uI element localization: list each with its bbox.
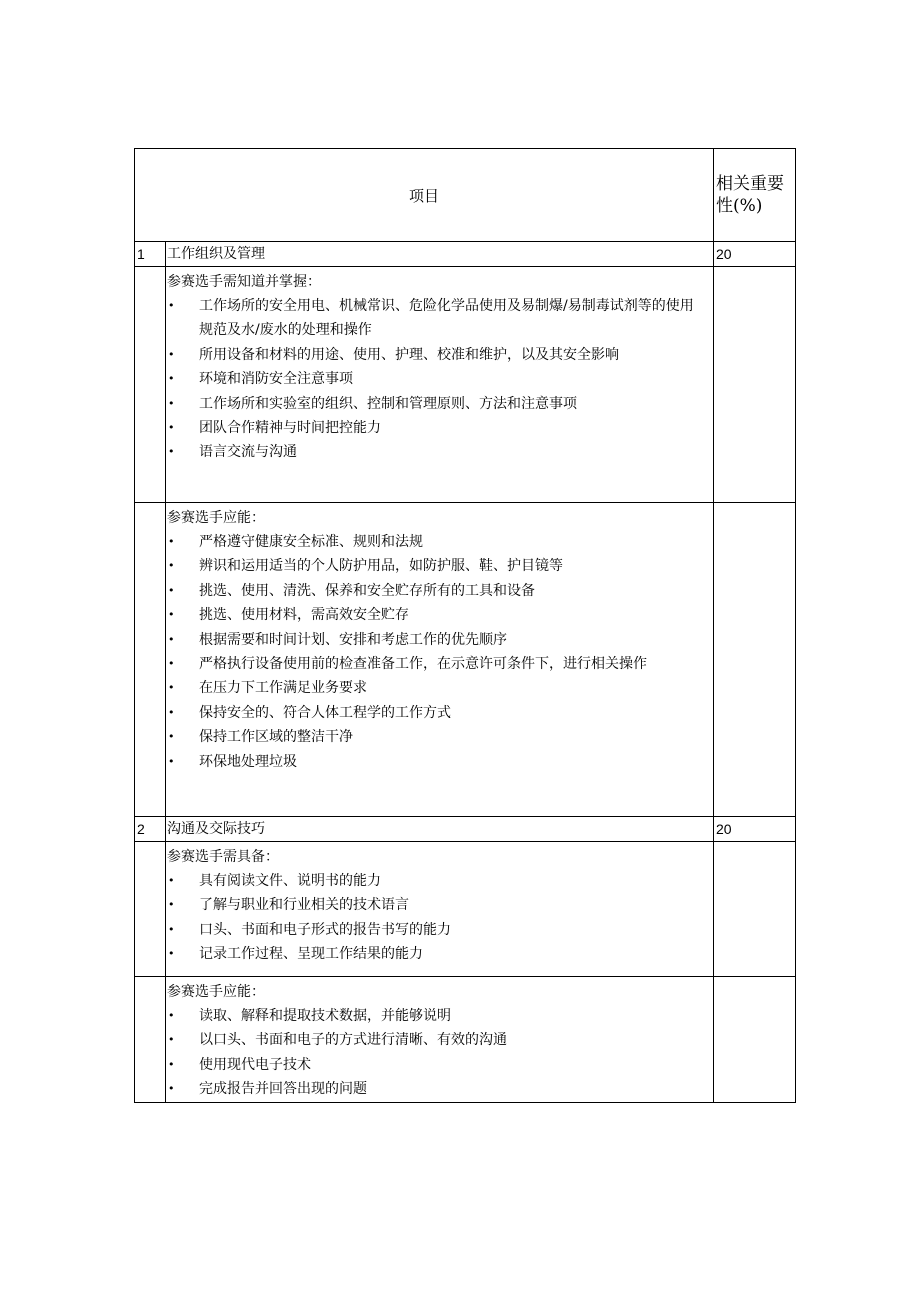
section-title: 工作组织及管理 <box>166 242 714 267</box>
list-item <box>167 1028 713 1052</box>
block-intro: 参赛选手应能： <box>167 984 265 1000</box>
bullet-icon: • <box>168 608 175 622</box>
list-item <box>167 750 713 774</box>
block-intro: 参赛选手需知道并掌握： <box>167 274 321 290</box>
list-item <box>167 628 713 652</box>
content-row <box>135 842 796 977</box>
list-item <box>167 530 713 554</box>
bullet-icon: • <box>168 1082 175 1096</box>
list-item-text: 记录工作过程、呈现工作结果的能力 <box>199 946 423 963</box>
bullet-icon: • <box>168 657 175 671</box>
bullet-icon: • <box>168 681 175 695</box>
list-item-text: 辨识和运用适当的个人防护用品，如防护服、鞋、护目镜等 <box>199 558 563 575</box>
list-item <box>167 367 713 391</box>
list-item <box>167 1004 713 1028</box>
header-item-label: 项目 <box>409 187 440 205</box>
item-list <box>167 294 713 465</box>
bullet-icon: • <box>168 922 175 936</box>
bullet-icon: • <box>168 347 175 361</box>
list-item-text: 使用现代电子技术 <box>199 1056 311 1073</box>
bullet-icon: • <box>168 898 175 912</box>
list-item <box>167 676 713 700</box>
bullet-icon: • <box>168 1009 175 1022</box>
content-row <box>135 267 796 503</box>
bullet-icon: • <box>168 705 175 719</box>
list-item <box>167 942 713 966</box>
list-item-text: 团队合作精神与时间把控能力 <box>199 420 381 437</box>
section-percent: 20 <box>714 242 796 267</box>
list-item-text: 口头、书面和电子形式的报告书写的能力 <box>199 921 451 938</box>
section-row <box>135 817 796 842</box>
bullet-icon: • <box>168 559 175 573</box>
bullet-icon: • <box>168 299 175 312</box>
header-item-cell <box>135 149 714 242</box>
list-item-text: 严格遵守健康安全标准、规则和法规 <box>199 534 423 550</box>
list-item <box>167 652 713 676</box>
item-list <box>167 1004 713 1102</box>
list-item-text: 根据需要和时间计划、安排和考虑工作的优先顺序 <box>199 631 507 648</box>
bullet-icon: • <box>168 730 175 744</box>
content-row <box>135 503 796 817</box>
bullet-icon: • <box>168 947 175 961</box>
content-row <box>135 977 796 1103</box>
bullet-icon: • <box>168 632 175 646</box>
list-item <box>167 392 713 416</box>
block-intro: 参赛选手应能： <box>167 510 265 526</box>
bullet-icon: • <box>168 1033 175 1047</box>
bullet-icon: • <box>168 421 175 435</box>
content-block <box>166 842 714 977</box>
list-item <box>167 918 713 942</box>
list-item-text: 以口头、书面和电子的方式进行清晰、有效的沟通 <box>199 1032 507 1049</box>
list-item <box>167 579 713 603</box>
list-item-text: 环境和消防安全注意事项 <box>199 371 353 388</box>
block-intro: 参赛选手需具备： <box>167 849 279 865</box>
list-item <box>167 1053 713 1077</box>
list-item-text: 保持安全的、符合人体工程学的工作方式 <box>199 704 451 721</box>
list-item <box>167 294 713 343</box>
bullet-icon: • <box>168 874 175 887</box>
content-block <box>166 503 714 817</box>
section-row <box>135 242 796 267</box>
bullet-icon: • <box>168 445 175 459</box>
header-relevance-label: 相关重要性(%) <box>716 174 785 216</box>
list-item-text: 读取、解释和提取技术数据，并能够说明 <box>199 1008 451 1024</box>
list-item <box>167 701 713 725</box>
list-item <box>167 603 713 627</box>
bullet-icon: • <box>168 372 175 386</box>
list-item-text: 在压力下工作满足业务要求 <box>199 680 367 697</box>
item-list <box>167 530 713 774</box>
header-relevance-cell <box>714 149 796 242</box>
bullet-icon: • <box>168 1057 175 1071</box>
list-item-text: 语言交流与沟通 <box>199 444 297 461</box>
section-number: 1 <box>135 242 166 267</box>
content-block <box>166 977 714 1103</box>
list-item-text: 挑选、使用、清洗、保养和安全贮存所有的工具和设备 <box>199 582 535 599</box>
item-list <box>167 869 713 967</box>
list-item-text: 工作场所和实验室的组织、控制和管理原则、方法和注意事项 <box>199 395 577 412</box>
list-item <box>167 343 713 367</box>
table-header-row <box>135 149 796 242</box>
list-item <box>167 725 713 749</box>
bullet-icon: • <box>168 583 175 597</box>
list-item <box>167 1077 713 1101</box>
list-item-text: 保持工作区域的整洁干净 <box>199 729 353 746</box>
section-number: 2 <box>135 817 166 842</box>
section-title: 沟通及交际技巧 <box>166 817 714 842</box>
section-percent: 20 <box>714 817 796 842</box>
list-item-text: 环保地处理垃圾 <box>199 753 297 770</box>
list-item <box>167 416 713 440</box>
bullet-icon: • <box>168 754 175 768</box>
list-item-text: 所用设备和材料的用途、使用、护理、校准和维护，以及其安全影响 <box>199 346 619 363</box>
list-item-text: 工作场所的安全用电、机械常识、危险化学品使用及易制爆/易制毒试剂等的使用规范及水/废水的处理和操作 <box>199 298 694 339</box>
list-item <box>167 440 713 464</box>
list-item-text: 完成报告并回答出现的问题 <box>199 1081 367 1098</box>
content-block <box>166 267 714 503</box>
list-item <box>167 554 713 578</box>
list-item <box>167 893 713 917</box>
list-item-text: 挑选、使用材料，需高效安全贮存 <box>199 607 409 624</box>
list-item-text: 具有阅读文件、说明书的能力 <box>199 873 381 889</box>
skills-table <box>134 148 796 1103</box>
list-item <box>167 869 713 893</box>
bullet-icon: • <box>168 396 175 410</box>
list-item-text: 了解与职业和行业相关的技术语言 <box>199 897 409 914</box>
bullet-icon: • <box>168 535 175 548</box>
list-item-text: 严格执行设备使用前的检查准备工作，在示意许可条件下，进行相关操作 <box>199 656 647 673</box>
